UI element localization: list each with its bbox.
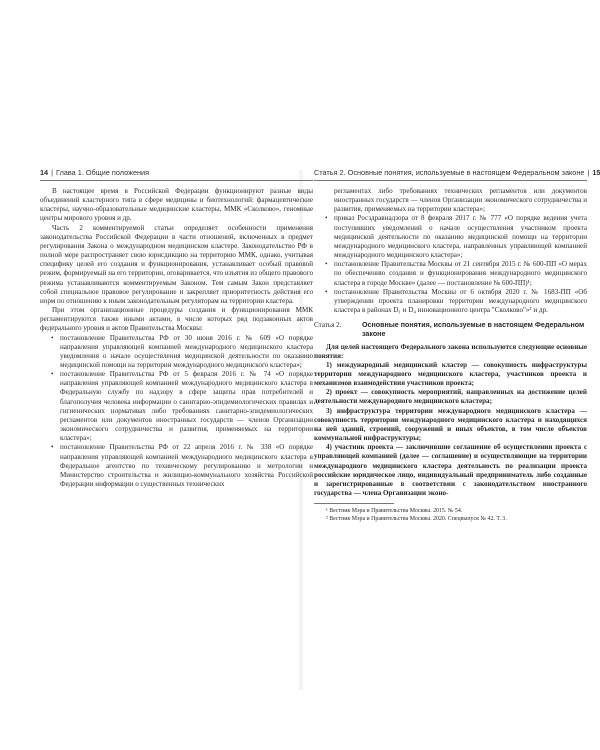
footnote: ¹ Вестник Мэра и Правительства Москвы. 2015. № 54. — [326, 508, 463, 515]
definition-item: 1) международный медицинский кластер — совокупность инфраструктуры территории международного медицинского кластера, участников проекта и механизмов взаимодействия участников проекта; — [314, 360, 587, 388]
bullet-icon: • — [51, 443, 54, 452]
bullet-icon: • — [325, 287, 328, 296]
paragraph: В настоящее время в Российской Федерации функционируют разные виды объединений кластерного типа в сфере медицины и биотехнологий: фармацевтические кластеры, научно-образовательные медицинские кластеры, ММК «Сколково», геномные центры мирового уровня и др. — [40, 187, 313, 223]
paragraph: Часть 2 комментируемой статьи определяет особенности применения законодательства Российской Федерации в части отношений, включенных в предмет регулирования Закона о международном медицинском кластере. Законодательство РФ в полной мере распространяет свою юрисдикцию на территорию ММК, однако, учитывая специфику целей его создания и функционирования, устанавливает особый правовой режим, формируемый на его территории, оговаривается, что изъятия из общего правового режима устанавливаются комментируемым Законом. Тем самым Закон представляет собой специальное правовое регулирование и закрепляет приоритетность действия его норм по отношению к иным законодательным регуляторам на территории кластера. — [40, 223, 313, 305]
article-number: Статья 2. — [314, 321, 342, 330]
right-running-header: Статья 2. Основные понятия, используемые в настоящем Федеральном законе | 15 — [314, 168, 587, 181]
right-page — [314, 168, 600, 668]
list-item: • постановление Правительства Москвы от 6 октября 2020 г. № 1683-ПП «Об утверждении проекта планировки территории международного медицинского кластера в районах D₁ и D₄ инновационного центра "Сколково"»² и др. — [325, 287, 587, 315]
paragraph: При этом организационные процедуры создания и функционирования ММК регламентируются также иными актами, в числе которых ряд подзаконных актов федерального уровня и актов Правительства Москвы: — [40, 306, 313, 333]
left-page-number: 14 — [40, 168, 49, 177]
definition-item: 2) проект — совокупность мероприятий, направленных на достижение целей деятельности международного медицинского кластера; — [314, 388, 587, 406]
right-page-body — [314, 187, 587, 523]
bullet-icon: • — [325, 214, 328, 223]
article-heading — [314, 321, 587, 339]
definitions-intro: Для целей настоящего Федерального закона используются следующие основные понятия: — [314, 342, 587, 360]
left-page-body — [40, 187, 313, 489]
footnote: ² Вестник Мэра и Правительства Москвы. 2020. Спецвыпуск № 42. Т. 3. — [326, 516, 507, 523]
definition-item: 3) инфраструктура территории международного медицинского кластера — совокупность территории международного медицинского кластера и находящихся на ней зданий, строений, сооружений и иных объектов, в том числе объектов коммунальной инфраструктуры; — [314, 406, 587, 443]
list-item: • постановление Правительства Москвы от 21 сентября 2015 г. № 600-ПП «О мерах по обеспечению создания и функционирования международного медицинского кластера в городе Москве» (далее — постановление № 600-ПП)¹; — [325, 260, 587, 287]
list-item: • постановление Правительства РФ от 5 февраля 2016 г. № 74 «О порядке направления управляющей компанией международного медицинского кластера в Федеральную службу по надзору в сфере защиты прав потребителей и благополучия человека информации о санитарно-эпидемиологических правилах и гигиенических нормативах либо требованиях санитарно-эпидемиологических регламентов или документов иностранных государств — членов Организации экономического сотрудничества и развития, применяемых на территории кластера»; — [51, 370, 313, 443]
list-item: • постановление Правительства РФ от 30 июня 2016 г. № 609 «О порядке направления управляющей компанией международного медицинского кластера уведомления о начале осуществления медицинской деятельности по оказанию медицинской помощи на территории международного медицинского кластера»; — [51, 333, 313, 369]
bullet-icon: • — [51, 333, 54, 342]
definitions — [314, 343, 587, 499]
list-item: • приказ Росздравнадзора от 8 февраля 2017 г. № 777 «О порядке ведения учета поступивших уведомлений о начале осуществления участником проекта медицинской деятельности по оказанию медицинской помощи на территории международного медицинского кластера, направленных управляющей компанией международного медицинского кластера»; — [325, 214, 587, 260]
bullet-icon: • — [325, 260, 328, 269]
left-chapter-title: Глава 1. Общие положения — [56, 168, 150, 177]
left-page — [40, 168, 313, 668]
list-item: • постановление Правительства РФ от 22 апреля 2016 г. № 338 «О порядке направления управляющей компанией международного медицинского кластера в Федеральное агентство по техническому регулированию и метрологии и Министерство строительства и жилищно-коммунального хозяйства Российской Федерации информации о существенных технических — [51, 443, 313, 488]
right-page-number: 15 — [592, 168, 600, 177]
left-running-header: 14 | Глава 1. Общие положения — [40, 168, 313, 181]
bullet-icon: • — [51, 370, 54, 379]
definition-item: 4) участник проекта — заключившие соглашение об осуществлении проекта с управляющей компанией (далее — соглашение) и осуществляющие на территории международного медицинского кластера деятельность по реализации проекта российские юридическое лицо, индивидуальный предприниматель либо созданные и зарегистрированные в соответствии с законодательством иностранного государства — члена Организации эконо- — [314, 443, 587, 497]
article-title: Основные понятия, используемые в настоящем Федеральном законе — [362, 321, 585, 339]
right-running-title: Статья 2. Основные понятия, используемые в настоящем Федеральном законе — [314, 168, 585, 177]
footnote-divider — [314, 503, 394, 504]
list-item-continuation: регламентах либо требованиях технических регламентов или документов иностранных государств — членов Организации экономического сотрудничества и развития, применяемых на территории кластера»; — [334, 187, 587, 214]
